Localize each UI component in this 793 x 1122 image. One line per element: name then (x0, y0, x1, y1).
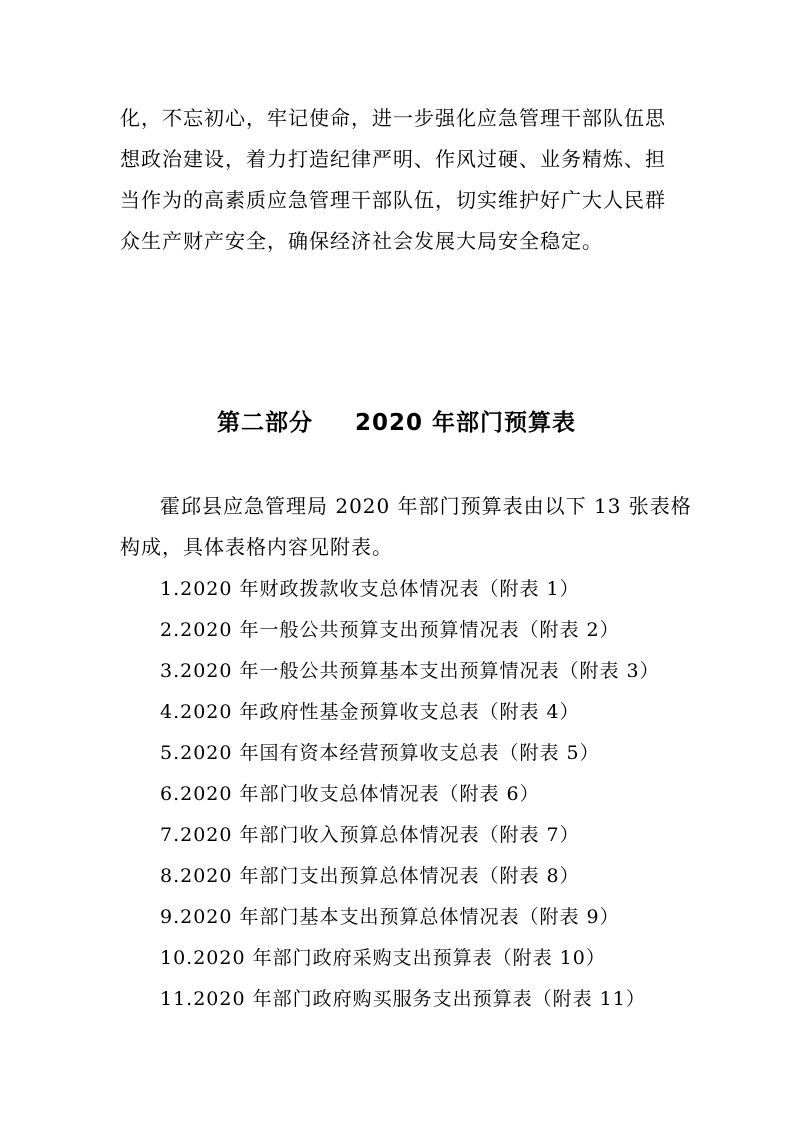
table-list-item: 10.2020 年部门政府采购支出预算表（附表 10） (160, 947, 606, 969)
table-list-item: 8.2020 年部门支出预算总体情况表（附表 8） (160, 865, 580, 887)
table-list-item: 4.2020 年政府性基金预算收支总表（附表 4） (160, 701, 580, 723)
section-title: 2020 年部门预算表 (354, 410, 577, 436)
description-line: 霍邱县应急管理局 2020 年部门预算表由以下 13 张表格 (160, 494, 692, 518)
description-paragraph (120, 486, 692, 568)
table-list-item: 9.2020 年部门基本支出预算总体情况表（附表 9） (160, 906, 620, 928)
table-list-item: 5.2020 年国有资本经营预算收支总表（附表 5） (160, 742, 600, 764)
table-list (160, 569, 660, 1020)
description-line: 构成，具体表格内容见附表。 (120, 535, 393, 559)
table-list-item: 11.2020 年部门政府购买服务支出预算表（附表 11） (160, 988, 646, 1010)
table-list-item: 2.2020 年一般公共预算支出预算情况表（附表 2） (160, 619, 620, 641)
table-list-item: 6.2020 年部门收支总体情况表（附表 6） (160, 783, 540, 805)
section-heading (0, 404, 793, 437)
table-list-item: 7.2020 年部门收入预算总体情况表（附表 7） (160, 824, 580, 846)
intro-line: 众生产财产安全，确保经济社会发展大局安全稳定。 (120, 229, 603, 253)
section-part-label: 第二部分 (216, 410, 313, 436)
intro-line: 想政治建设，着力打造纪律严明、作风过硬、业务精炼、担 (120, 147, 666, 171)
intro-line: 当作为的高素质应急管理干部队伍，切实维护好广大人民群 (120, 188, 666, 212)
intro-paragraph (120, 98, 680, 262)
intro-line: 化，不忘初心，牢记使命，进一步强化应急管理干部队伍思 (120, 106, 666, 130)
table-list-item: 3.2020 年一般公共预算基本支出预算情况表（附表 3） (160, 660, 660, 682)
table-list-item: 1.2020 年财政拨款收支总体情况表（附表 1） (160, 578, 580, 600)
